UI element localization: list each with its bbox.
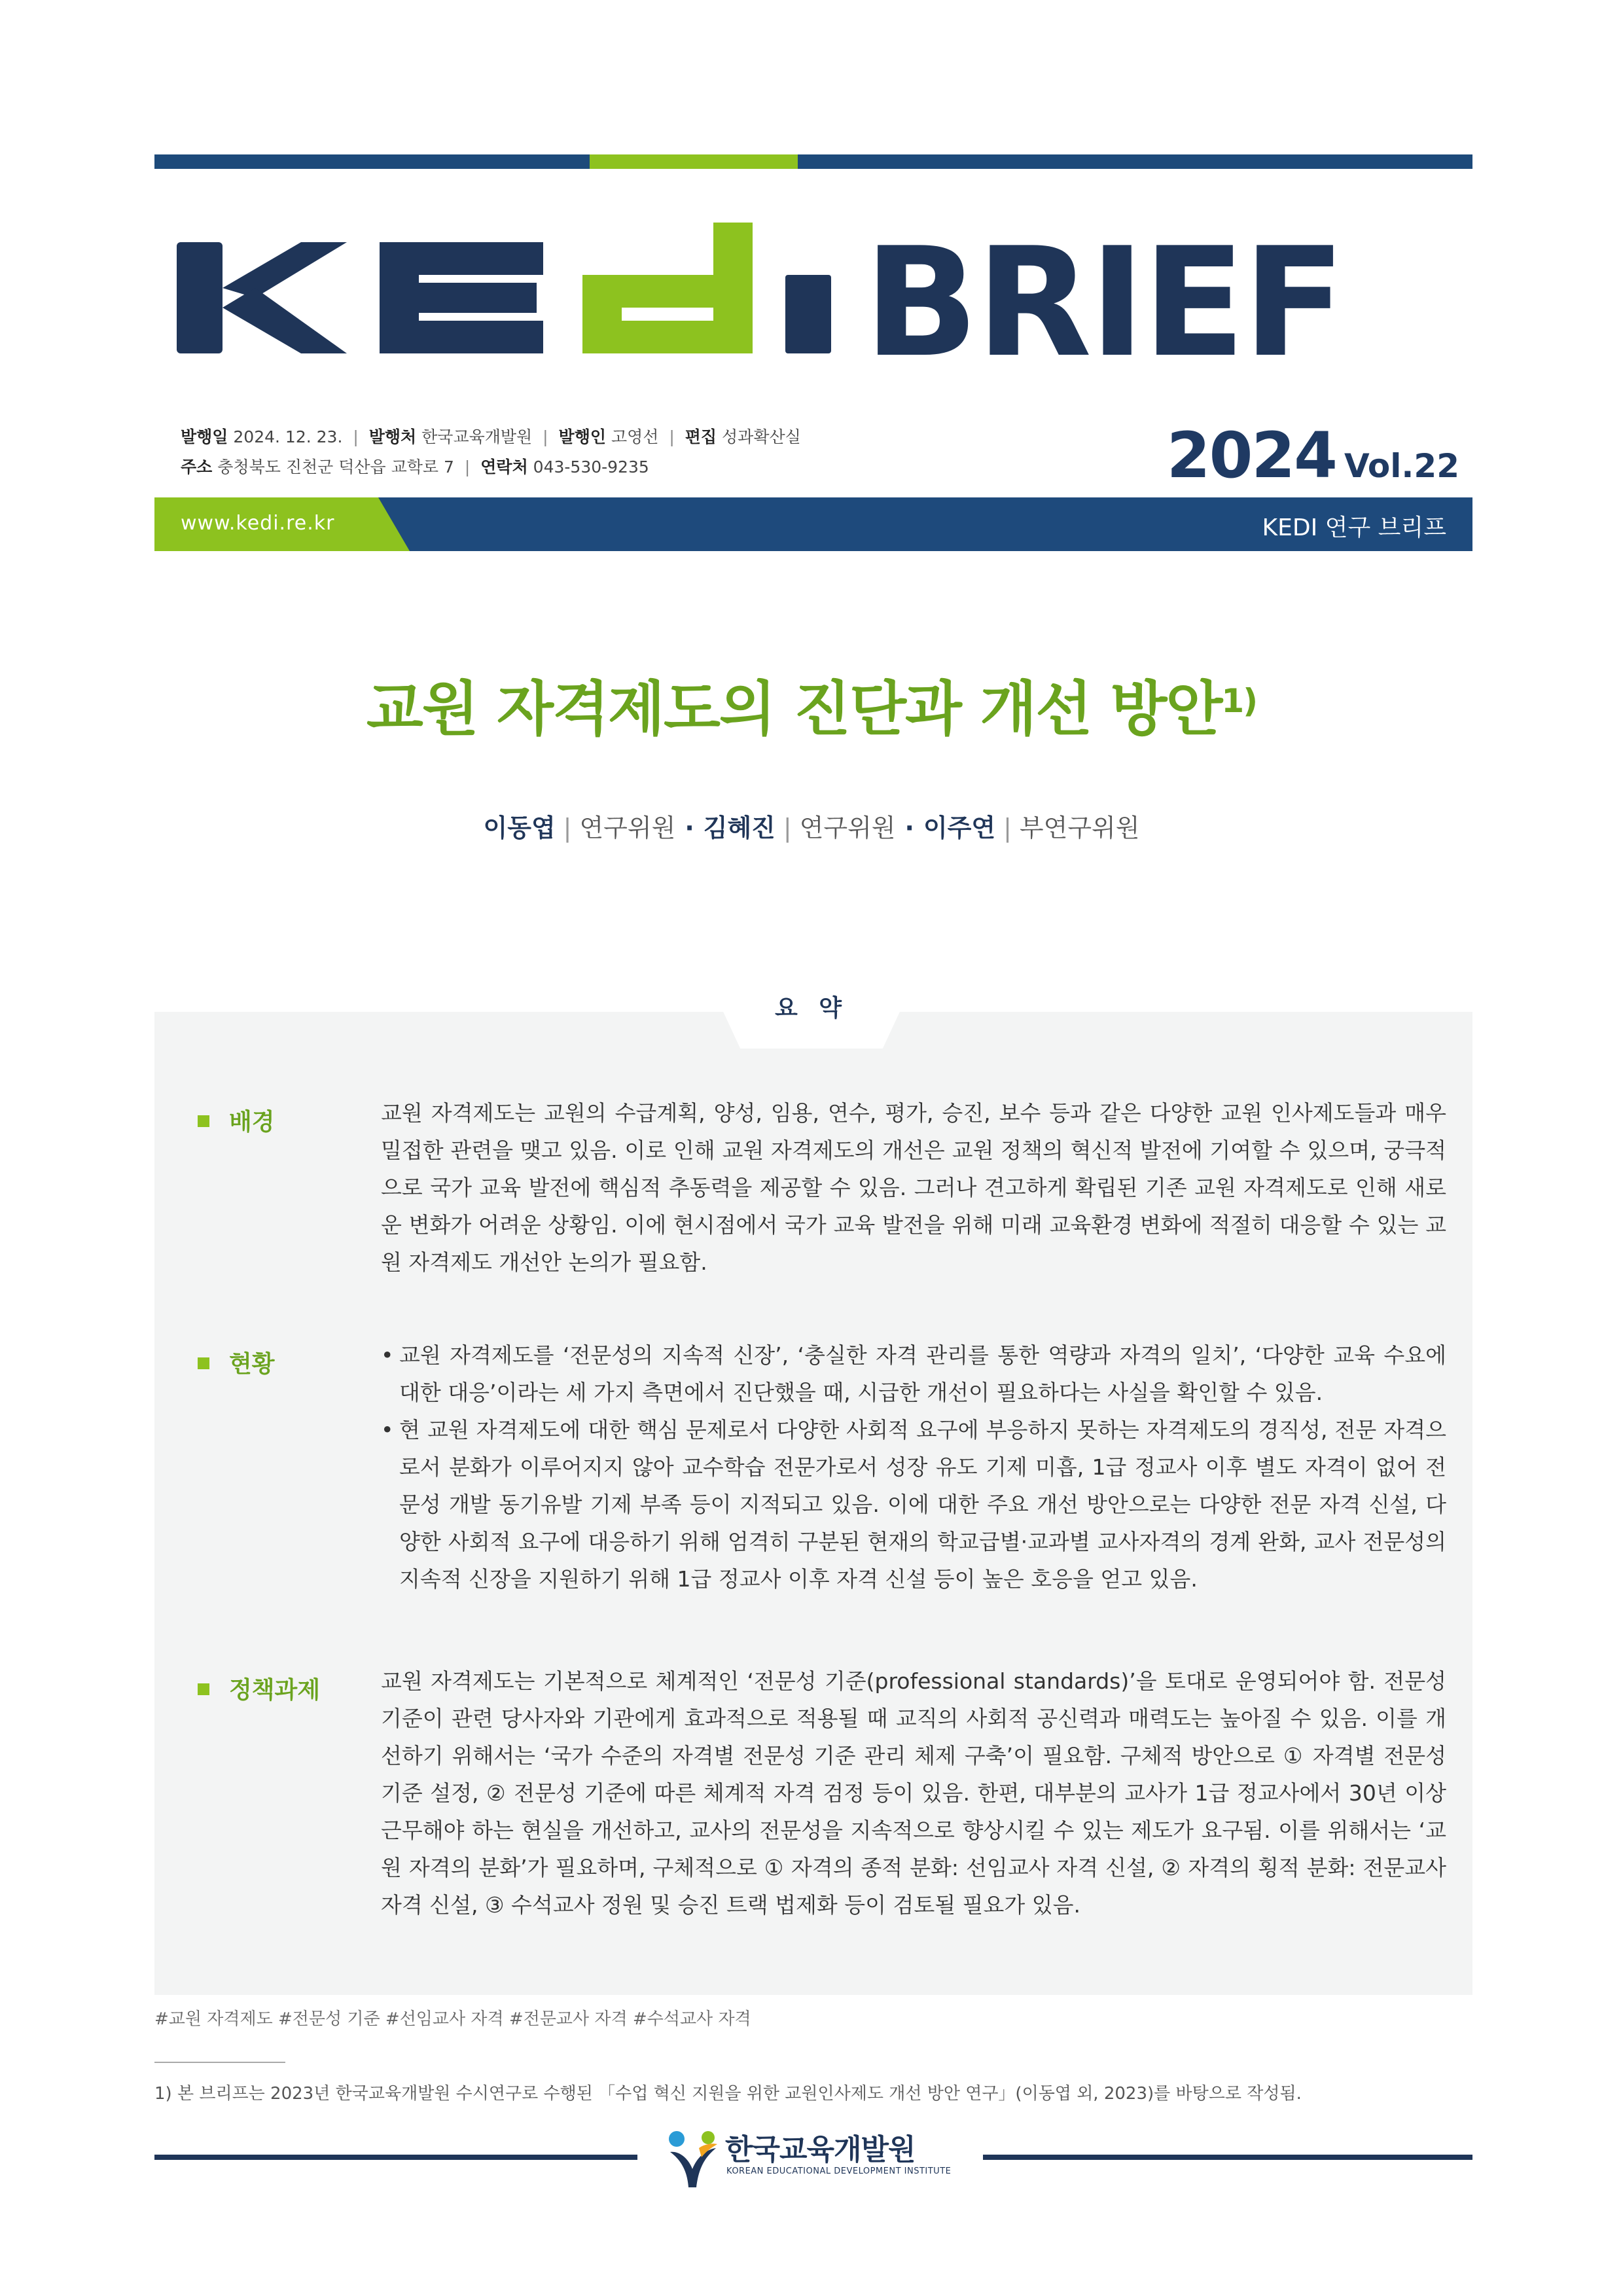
org-name-english: KOREAN EDUCATIONAL DEVELOPMENT INSTITUTE [726, 2166, 952, 2176]
separator: | [464, 457, 471, 476]
stripe-navy-right [798, 154, 1472, 169]
separator: | [783, 814, 792, 842]
website-link[interactable]: www.kedi.re.kr [181, 512, 335, 535]
article-title-text: 교원 자격제도의 진단과 개선 방안 [366, 675, 1222, 744]
issue-volume: Vol.22 [1344, 447, 1459, 485]
summary-heading: 요 약 [774, 995, 849, 1022]
author-list [0, 808, 1623, 844]
author-name: 이동엽 [483, 814, 556, 842]
series-name: KEDI 연구 브리프 [1262, 514, 1446, 541]
author-name: 이주연 [923, 814, 996, 842]
section-label-text: 현황 [229, 1351, 275, 1378]
author-role: 부연구위원 [1019, 814, 1140, 842]
org-name-korean: 한국교육개발원 [725, 2133, 916, 2166]
separator: | [1003, 814, 1012, 842]
footer-rule-right [983, 2155, 1472, 2160]
issue-info-line-2 [181, 454, 649, 478]
paragraph: 교원 자격제도는 교원의 수급계획, 양성, 임용, 연수, 평가, 승진, 보수 등과 같은 다양한 교원 인사제도들과 매우 밀접한 관련을 맺고 있음. 이로 인해 교원 자격제도의 개선은 교원 정책의 혁신적 발전에 기여할 수 있으며, 궁극적으로 국가 교육 발전에 핵심적 추동력을 제공할 수 있음. 그러나 견고하게 확립된 기존 교원 자격제도로 인해 새로운 변화가 어려운 상황임. 이에 현시점에서 국가 교육 발전을 위해 미래 교육환경 변화에 적절히 대응할 수 있는 교원 자격제도 개선안 논의가 필요함. [381, 1100, 1446, 1275]
hashtags: #교원 자격제도 #전문성 기준 #선임교사 자격 #전문교사 자격 #수석교사 자격 [154, 2009, 751, 2029]
issuer-label: 발행인 [558, 427, 606, 446]
section-label-background [198, 1103, 275, 1137]
author-name: 김혜진 [703, 814, 776, 842]
separator: | [563, 814, 572, 842]
bullet-item: • 교원 자격제도를 ‘전문성의 지속적 신장’, ‘충실한 자격 관리를 통한 역량과 자격의 일치’, ‘다양한 교육 수요에 대한 대응’이라는 세 가지 측면에서 진단했을 때, 시급한 개선이 필요하다는 사실을 확인할 수 있음. [381, 1336, 1446, 1411]
author-role: 연구위원 [799, 814, 896, 842]
logo-letter-e [380, 242, 543, 353]
section-body-policy-tasks [381, 1662, 1446, 1924]
editor-label: 편집 [685, 427, 717, 446]
contact: 043-530-9235 [533, 457, 649, 476]
issue-info-line-1 [181, 424, 801, 448]
author-dot: · [904, 814, 914, 842]
section-label-text: 배경 [229, 1109, 275, 1136]
footnote-divider [154, 2062, 285, 2063]
issue-year: 2024 [1166, 419, 1336, 492]
section-label-status [198, 1346, 275, 1379]
footer-rule-left [154, 2155, 637, 2160]
editor: 성과확산실 [722, 427, 801, 446]
logo-letter-d [582, 223, 753, 353]
author-role: 연구위원 [579, 814, 676, 842]
square-bullet-icon [198, 1357, 209, 1369]
section-body-status [381, 1336, 1446, 1598]
separator: | [669, 427, 675, 446]
publisher-label: 발행처 [368, 427, 417, 446]
section-label-policy-tasks [198, 1672, 320, 1705]
issuer: 고영선 [611, 427, 659, 446]
top-color-stripe [154, 154, 1472, 169]
address-label: 주소 [181, 457, 213, 476]
stripe-green [590, 154, 798, 169]
title-footnote-mark[interactable]: 1) [1221, 682, 1257, 720]
logo-brief-text: BRIEF [864, 216, 1344, 367]
square-bullet-icon [198, 1683, 209, 1695]
section-label-text: 정책과제 [229, 1677, 321, 1704]
year-volume [1167, 419, 1459, 492]
square-bullet-icon [198, 1115, 209, 1127]
article-title [0, 661, 1623, 746]
publisher: 한국교육개발원 [421, 427, 533, 446]
logo-letter-k [177, 242, 347, 353]
separator: | [353, 427, 359, 446]
stripe-navy-left [154, 154, 590, 169]
footnote: 1) 본 브리프는 2023년 한국교육개발원 수시연구로 수행된 「수업 혁신 지원을 위한 교원인사제도 개선 방안 연구」(이동엽 외, 2023)를 바탕으로 작성됨. [154, 2084, 1302, 2104]
bullet-item: • 현 교원 자격제도에 대한 핵심 문제로서 다양한 사회적 요구에 부응하지 못하는 자격제도의 경직성, 전문 자격으로서 분화가 이루어지지 않아 교수학습 전문가로서 성장 유도 기제 미흡, 1급 정교사 이후 별도 자격이 없어 전문성 개발 동기유발 기제 부족 등이 지적되고 있음. 이에 대한 주요 개선 방안으로는 다양한 전문 자격 신설, 다양한 사회적 요구에 대응하기 위해 엄격히 구분된 현재의 학교급별·교과별 교사자격의 경계 완화, 교사 전문성의 지속적 신장을 지원하기 위해 1급 정교사 이후 자격 신설 등이 높은 호응을 얻고 있음. [381, 1411, 1446, 1598]
paragraph: 교원 자격제도는 기본적으로 체계적인 ‘전문성 기준(professional standards)’을 토대로 운영되어야 함. 전문성 기준이 관련 당사자와 기관에게 효과적으로 적용될 때 교직의 사회적 공신력과 매력도는 높아질 수 있음. 이를 개선하기 위해서는 ‘국가 수준의 자격별 전문성 기준 관리 체제 구축’이 필요함. 구체적 방안으로 ① 자격별 전문성 기준 설정, ② 전문성 기준에 따른 체계적 자격 검정 등이 있음. 한편, 대부분의 교사가 1급 정교사에서 30년 이상 근무해야 하는 현실을 개선하고, 교사의 전문성을 지속적으로 향상시킬 수 있는 제도가 요구됨. 이를 위해서는 ‘교원 자격의 분화’가 필요하며, 구체적으로 ① 자격의 종적 분화: 선임교사 자격 신설, ② 자격의 횡적 분화: 전문교사 자격 신설, ③ 수석교사 정원 및 승진 트랙 법제화 등이 검토될 필요가 있음. [381, 1668, 1446, 1918]
author-dot: · [685, 814, 694, 842]
logo-letter-i [785, 275, 831, 353]
issue-date-label: 발행일 [181, 427, 228, 446]
address: 충청북도 진천군 덕산읍 교학로 7 [217, 457, 454, 476]
issue-date: 2024. 12. 23. [233, 427, 343, 446]
kedi-brief-logo [177, 209, 1459, 367]
url-band [154, 497, 1472, 551]
section-body-background [381, 1094, 1446, 1281]
separator: | [543, 427, 548, 446]
contact-label: 연락처 [480, 457, 528, 476]
kedi-emblem-icon [666, 2128, 719, 2190]
